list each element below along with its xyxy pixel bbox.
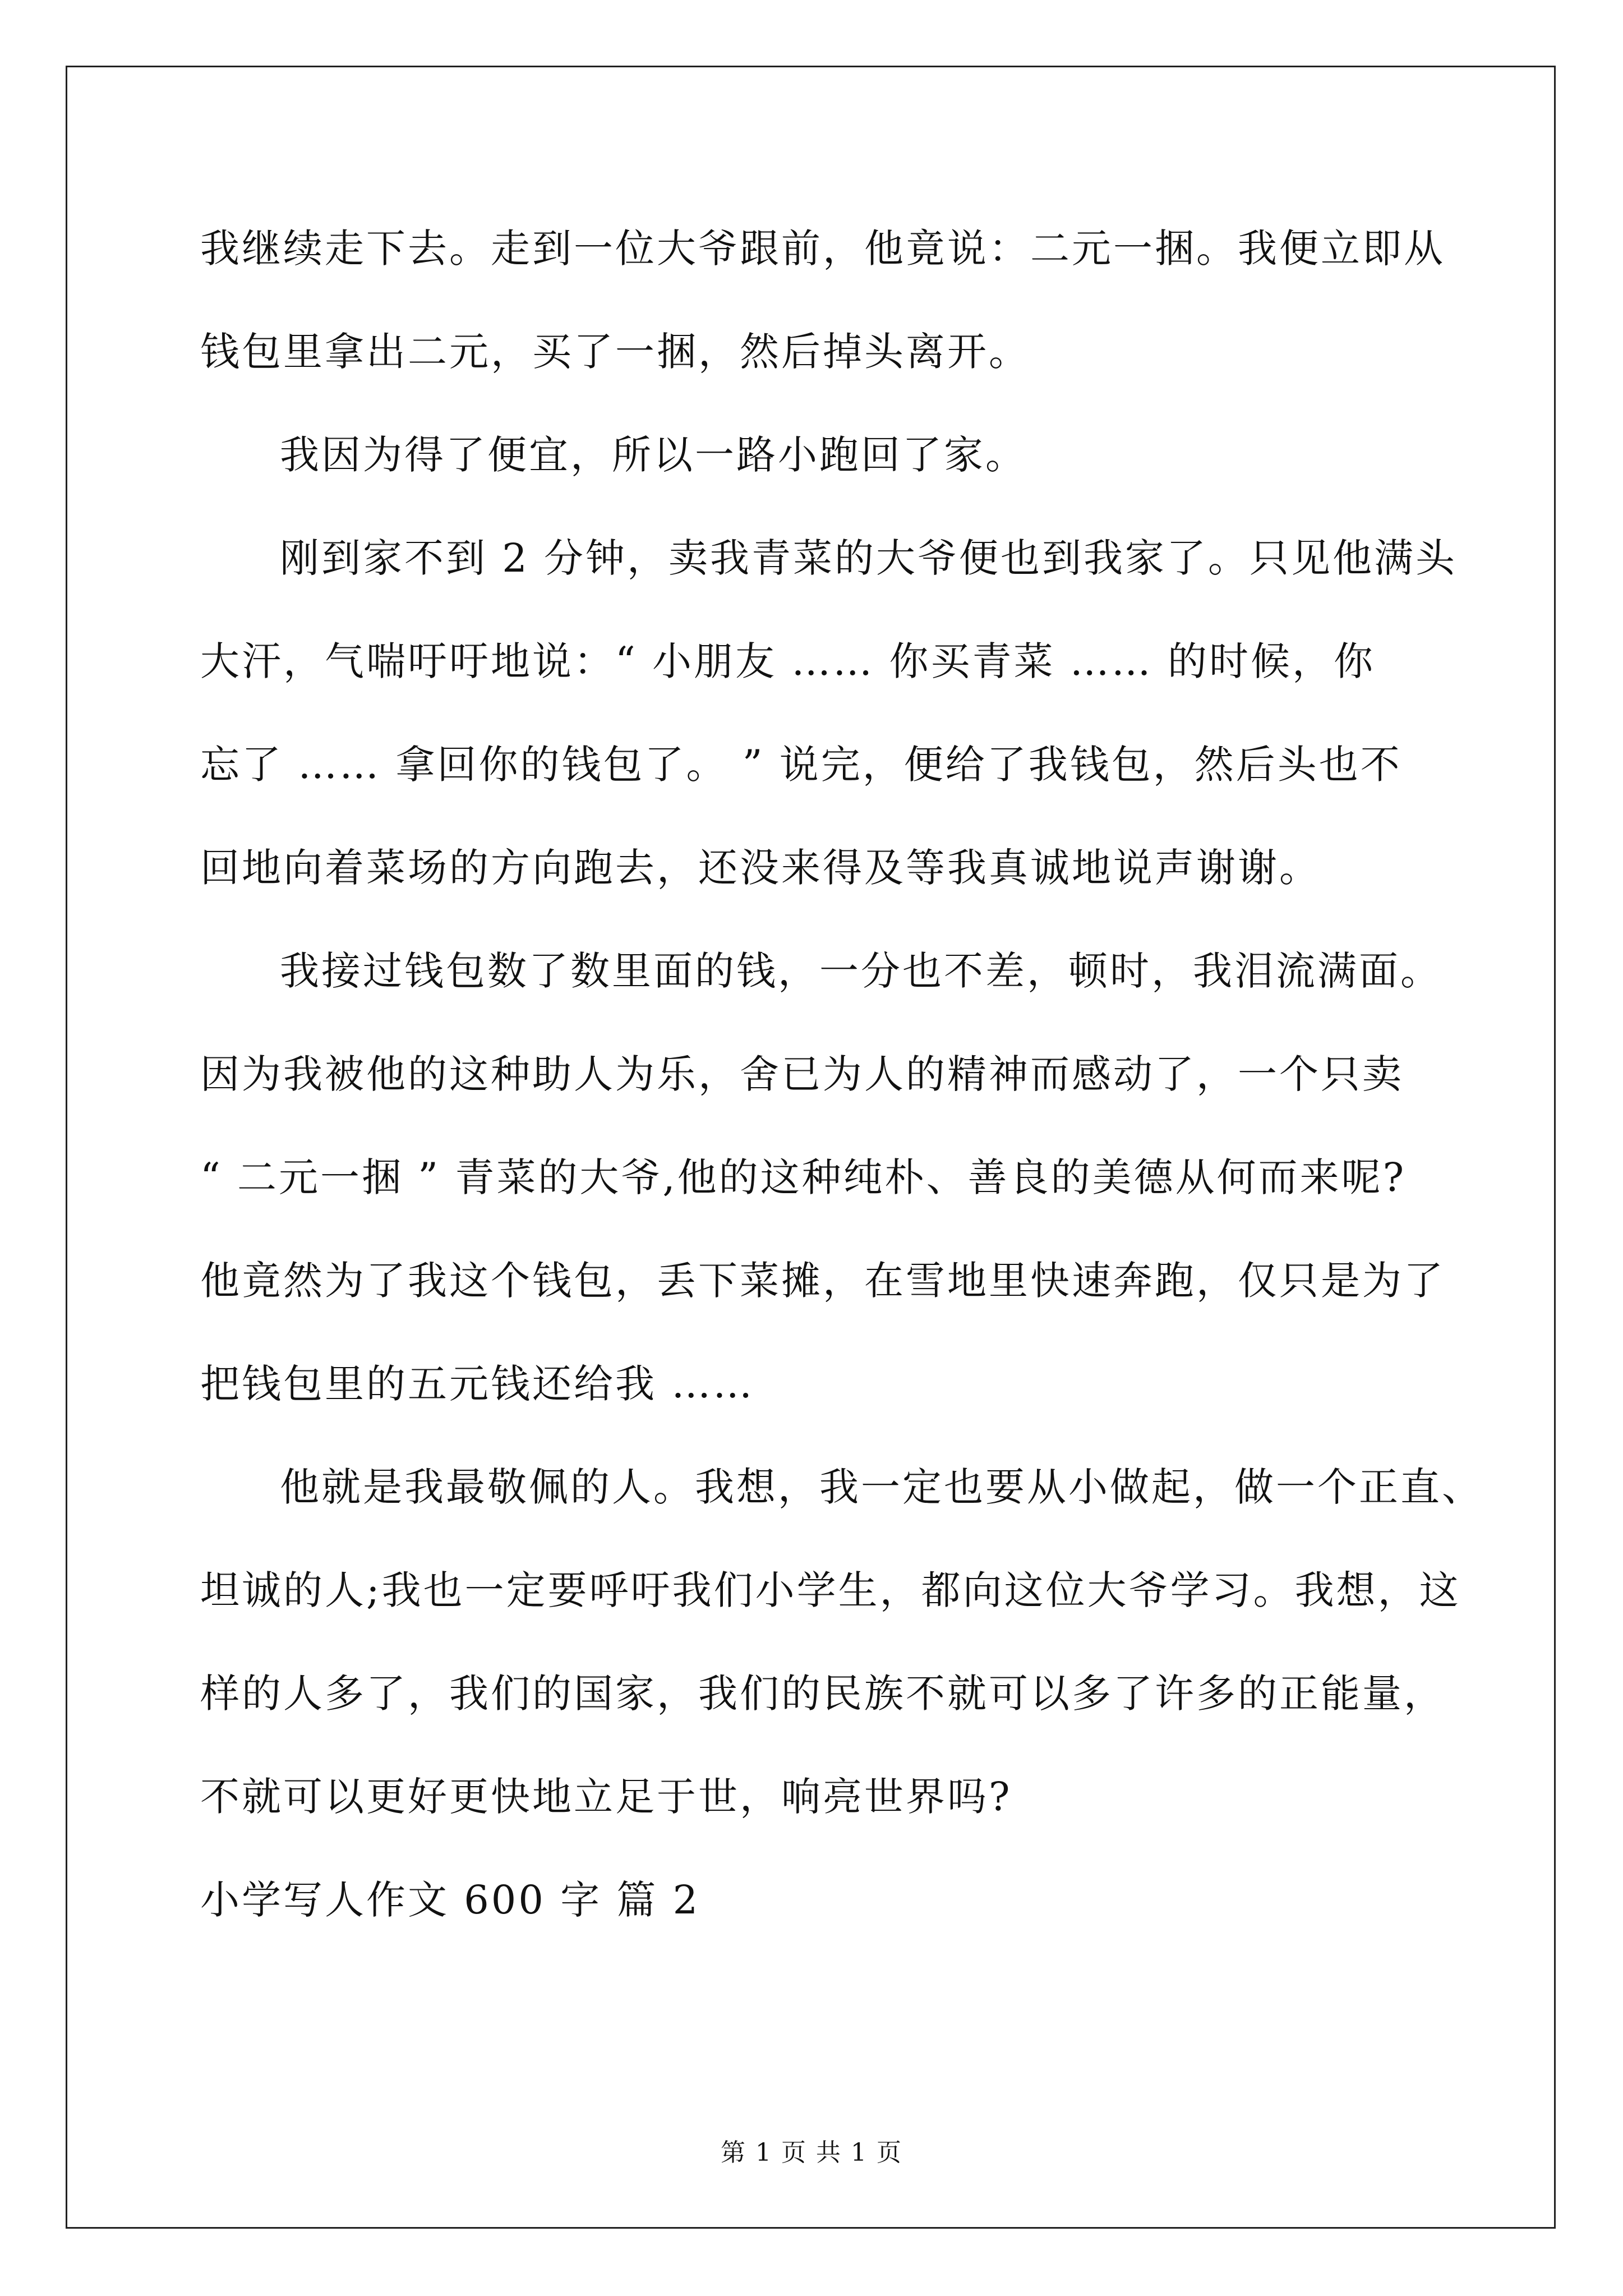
paragraph-line: 把钱包里的五元钱还给我 …… — [200, 1361, 755, 1407]
paragraph-line: 他就是我最敬佩的人。我想，我一定也要从小做起，做一个正直、 — [280, 1464, 1483, 1510]
paragraph-line: 不就可以更好更快地立足于世，响亮世界吗? — [200, 1774, 1012, 1820]
paragraph-line: 我接过钱包数了数里面的钱，一分也不差，顿时，我泪流满面。 — [280, 948, 1442, 994]
paragraph-line: 大汗，气喘吁吁地说：“ 小朋友 …… 你买青菜 …… 的时候，你 — [200, 638, 1376, 684]
section-heading: 小学写人作文 600 字 篇 2 — [200, 1877, 700, 1923]
paragraph-line: 他竟然为了我这个钱包，丢下菜摊，在雪地里快速奔跑，仅只是为了 — [200, 1258, 1445, 1304]
paragraph-line: 我继续走下去。走到一位大爷跟前，他竟说：二元一捆。我便立即从 — [200, 226, 1445, 272]
page-number-footer: 第 1 页 共 1 页 — [721, 2138, 902, 2167]
paragraph-line: 我因为得了便宜，所以一路小跑回了家。 — [280, 432, 1027, 478]
paragraph-line: “ 二元一捆 ” 青菜的大爷,他的这种纯朴、善良的美德从何而来呢? — [200, 1154, 1407, 1200]
paragraph-line: 忘了 …… 拿回你的钱包了。 ” 说完，便给了我钱包，然后头也不 — [200, 742, 1402, 788]
paragraph-line: 因为我被他的这种助人为乐，舍已为人的精神而感动了，一个只卖 — [200, 1051, 1404, 1097]
paragraph-line: 样的人多了，我们的国家，我们的民族不就可以多了许多的正能量， — [200, 1671, 1445, 1717]
paragraph-line: 坦诚的人;我也一定要呼吁我们小学生，都向这位大爷学习。我想，这 — [200, 1567, 1461, 1613]
paragraph-line: 刚到家不到 2 分钟，卖我青菜的大爷便也到我家了。只见他满头 — [280, 535, 1458, 581]
paragraph-line: 钱包里拿出二元，买了一捆，然后掉头离开。 — [200, 329, 1030, 375]
paragraph-line: 回地向着菜场的方向跑去，还没来得及等我真诚地说声谢谢。 — [200, 845, 1321, 891]
